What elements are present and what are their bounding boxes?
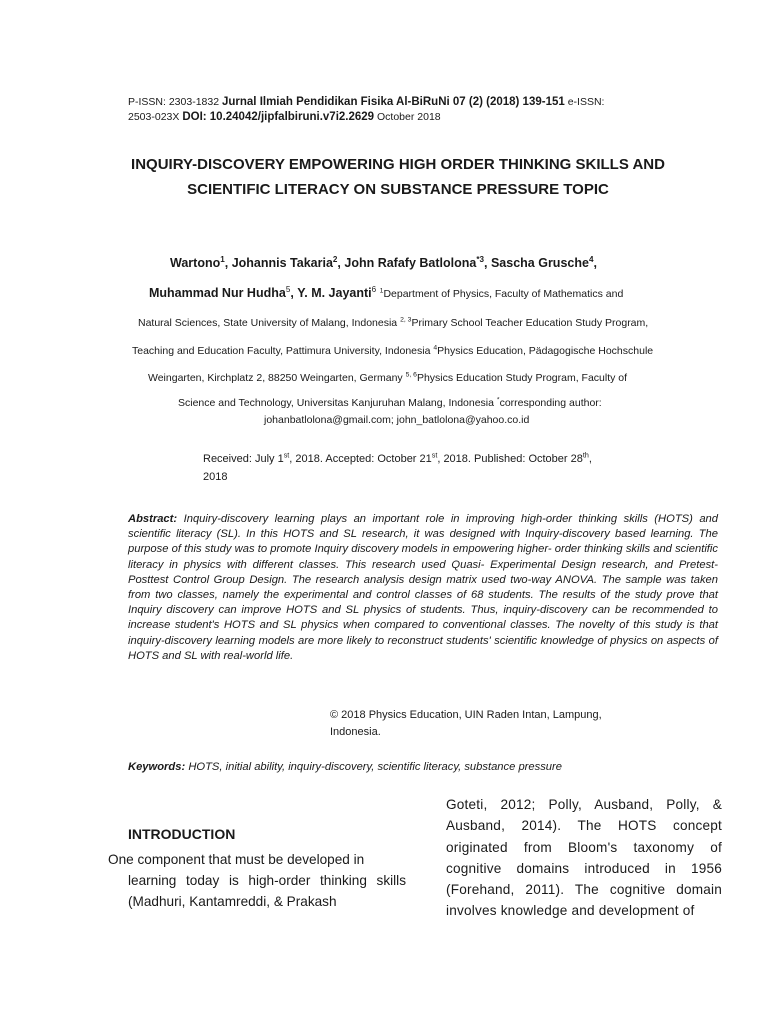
affiliation-5-cont: Science and Technology, Universitas Kanjuruhan Malang, Indonesia: [178, 397, 494, 409]
affiliation-line: [148, 372, 627, 384]
affiliation-4: Physics Education, Pädagogische Hochschule: [437, 345, 654, 357]
affiliation-sup: 5, 6: [405, 371, 417, 379]
intro-left-line1: One component that must be developed in: [108, 852, 365, 867]
pissn: P-ISSN: 2303-1832: [128, 96, 220, 108]
author-sup: *3: [476, 254, 485, 264]
affiliation-sup: 1: [379, 287, 384, 295]
journal-name: Jurnal Ilmiah Pendidikan Fisika Al-BiRuNi 07 (2) (2018) 139-151: [221, 96, 565, 108]
author-name: Y. M. Jayanti: [297, 286, 372, 300]
author-sup: 2: [332, 254, 338, 264]
paper-title: INQUIRY-DISCOVERY EMPOWERING HIGH ORDER THINKING SKILLS AND SCIENTIFIC LITERACY ON SUBSTANCE PRESSURE TOPIC: [131, 156, 665, 198]
affiliation-line: [178, 397, 602, 409]
received-date: Received: July 1: [203, 453, 284, 465]
eissn-value: 2503-023X: [128, 111, 180, 123]
affiliation-sup: 4: [433, 344, 438, 352]
authors-line1: Wartono$^1$, Johannis Takaria$^2$, John Rafafy Batlolona$^{*3}$, Sascha Grusche$^4$,: [170, 254, 597, 270]
authors-line2: Muhammad Nur Hudha$^5$, Y. M. Jayanti$^6$ $^1$Department of Physics, Faculty of Mathematics and: [149, 284, 624, 300]
author-sup: 4: [588, 254, 594, 264]
intro-left-column: [108, 849, 406, 912]
author-sup: 1: [220, 254, 225, 264]
corresponding-emails: johanbatlolona@gmail.com; john_batlolona@yahoo.co.id: [264, 414, 530, 426]
keywords-text: HOTS, initial ability, inquiry-discovery, scientific literacy, substance pressure: [188, 761, 562, 773]
eissn-label: e-ISSN:: [567, 96, 605, 108]
date-sup: st: [283, 451, 290, 460]
journal-header-line1: [128, 96, 604, 108]
author-name: Johannis Takaria: [231, 256, 333, 270]
author-name: John Rafafy Batlolona: [344, 256, 477, 270]
abstract-text: Inquiry-discovery learning plays an important role in improving high-order thinking skills (HOTS) and scientific literacy (SL). In this HOTS and SL research, it was designed with Inquiry-discovery based learning. The purpose of this study was to promote Inquiry discovery models in empowering higher- order thinking skills and scientific literacy in physics with different classes. This research used Quasi- Experimental Design research, and Pretest-Posttest Control Group Design. The research analysis design matrix used two-way ANOVA. The sample was taken from two classes, namely the experimental and control classes of 68 students. The results of the study prove that Inquiry discovery can improve HOTS and SL physics of students. Thus, inquiry-discovery can be recommended to increase student's HOTS and SL physics when compared to conventional classes. The novelty of this study is that inquiry-discovery learning models are more likely to reconstruct students' scientific knowledge of physics on aspects of HOTS and SL with real-world life.: [128, 513, 718, 662]
affiliation-line: [132, 345, 653, 357]
doi: DOI: 10.24042/jipfalbiruni.v7i2.2629: [182, 111, 375, 123]
affiliation-1: Department of Physics, Faculty of Mathematics and: [383, 288, 624, 300]
section-heading-introduction: INTRODUCTION: [128, 826, 236, 842]
affiliation-line: [138, 317, 648, 329]
copyright-line2: Indonesia.: [330, 726, 381, 738]
accepted-date: , 2018. Accepted: October 21: [289, 453, 432, 465]
abstract: [128, 512, 718, 664]
affiliation-1-cont: Natural Sciences, State University of Malang, Indonesia: [138, 317, 398, 329]
copyright: [330, 707, 680, 741]
date-sup: st: [431, 451, 438, 460]
affiliation-2: Primary School Teacher Education Study Program,: [411, 317, 649, 329]
date-tail: ,: [588, 453, 592, 465]
keywords-label: Keywords:: [128, 761, 186, 773]
published-date: , 2018. Published: October 28: [437, 453, 583, 465]
affiliation-5: Physics Education Study Program, Faculty of: [416, 372, 628, 384]
copyright-line1: © 2018 Physics Education, UIN Raden Intan, Lampung,: [330, 709, 602, 721]
abstract-label: Abstract:: [128, 513, 178, 525]
affiliation-sup: 2, 3: [400, 316, 412, 324]
published-year: 2018: [203, 471, 228, 483]
author-sup: 5: [285, 284, 291, 294]
author-name: Muhammad Nur Hudha: [149, 286, 286, 300]
submission-dates: [203, 450, 623, 486]
author-sup: 6: [371, 284, 377, 294]
affiliation-2-cont: Teaching and Education Faculty, Pattimura University, Indonesia: [132, 345, 431, 357]
date-sup: th: [582, 451, 589, 460]
author-name: Sascha Grusche: [490, 256, 589, 270]
intro-right-column: Goteti, 2012; Polly, Ausband, Polly, & Ausband, 2014). The HOTS concept originated from Bloom's taxonomy of cognitive domains introduced in 1956 (Forehand, 2011). The cognitive domain involves knowledge and development of: [446, 797, 722, 919]
corresponding-author-label: corresponding author:: [499, 397, 602, 409]
corresponding-sup: *: [496, 396, 500, 404]
journal-header-line2: [128, 111, 441, 123]
affiliation-4-cont: Weingarten, Kirchplatz 2, 88250 Weingarten, Germany: [148, 372, 403, 384]
author-name: Wartono: [170, 256, 221, 270]
keywords: [128, 758, 588, 776]
intro-left-rest: learning today is high-order thinking skills (Madhuri, Kantamreddi, & Prakash: [128, 873, 406, 909]
issue-date: October 2018: [377, 111, 441, 123]
